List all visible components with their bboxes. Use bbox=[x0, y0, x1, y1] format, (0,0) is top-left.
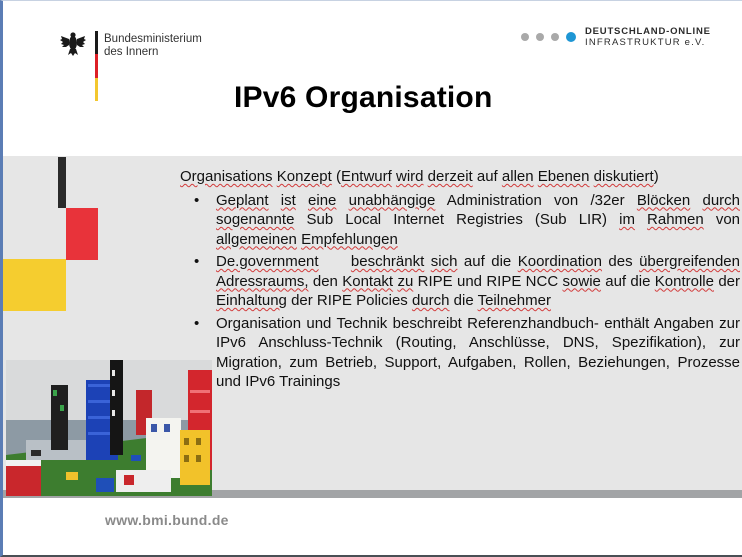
ministry-name-line2: des Innern bbox=[104, 46, 159, 58]
decor-black-block bbox=[58, 157, 66, 208]
bullet-item: • Geplant ist eine unabhängige Administration von /32er Blöcken durch sogenannte Sub Local Internet Registries (Sub LIR) im Rahmen von allgemeinen Empfehlungen bbox=[216, 191, 740, 250]
partner-name-line1: DEUTSCHLAND-ONLINE bbox=[585, 26, 711, 37]
slide-body bbox=[180, 167, 740, 395]
bullet-item: • Organisation und Technik beschreibt Referenzhandbuch- enthält Angaben zur IPv6 Anschluss-Technik (Routing, Anschlüsse, DNS, Spezifikation), zur Migration, zum Betrieb, Support, Aufgaben, Rollen, Beziehungen, Prozesse und IPv6 Trainings bbox=[216, 314, 740, 392]
partner-name-line2: INFRASTRUKTUR e.V. bbox=[585, 37, 706, 48]
decor-red-block bbox=[66, 208, 98, 260]
deutschland-online-logo bbox=[521, 26, 711, 48]
decor-yellow-block bbox=[3, 259, 66, 311]
federal-eagle-icon bbox=[60, 31, 86, 57]
partner-name bbox=[585, 26, 711, 48]
logo-dots-icon bbox=[521, 32, 576, 42]
section-heading: Organisations Konzept (Entwurf wird derzeit auf allen Ebenen diskutiert) bbox=[180, 168, 659, 185]
ministry-name-line1: Bundesministerium bbox=[104, 33, 202, 45]
ministry-logo bbox=[60, 31, 202, 101]
slide-title: IPv6 Organisation bbox=[234, 81, 493, 114]
bullet-item: • De.government beschränkt sich auf die Koordination des übergreifenden Adressraums, den Kontakt zu RIPE und RIPE NCC sowie auf die Kontrolle der Einhaltung der RIPE Policies durch die Teilnehmer bbox=[216, 252, 740, 311]
footer-url: www.bmi.bund.de bbox=[105, 512, 229, 528]
bullet-list bbox=[180, 191, 740, 392]
flag-bar bbox=[95, 31, 98, 101]
ministry-name bbox=[104, 31, 202, 59]
